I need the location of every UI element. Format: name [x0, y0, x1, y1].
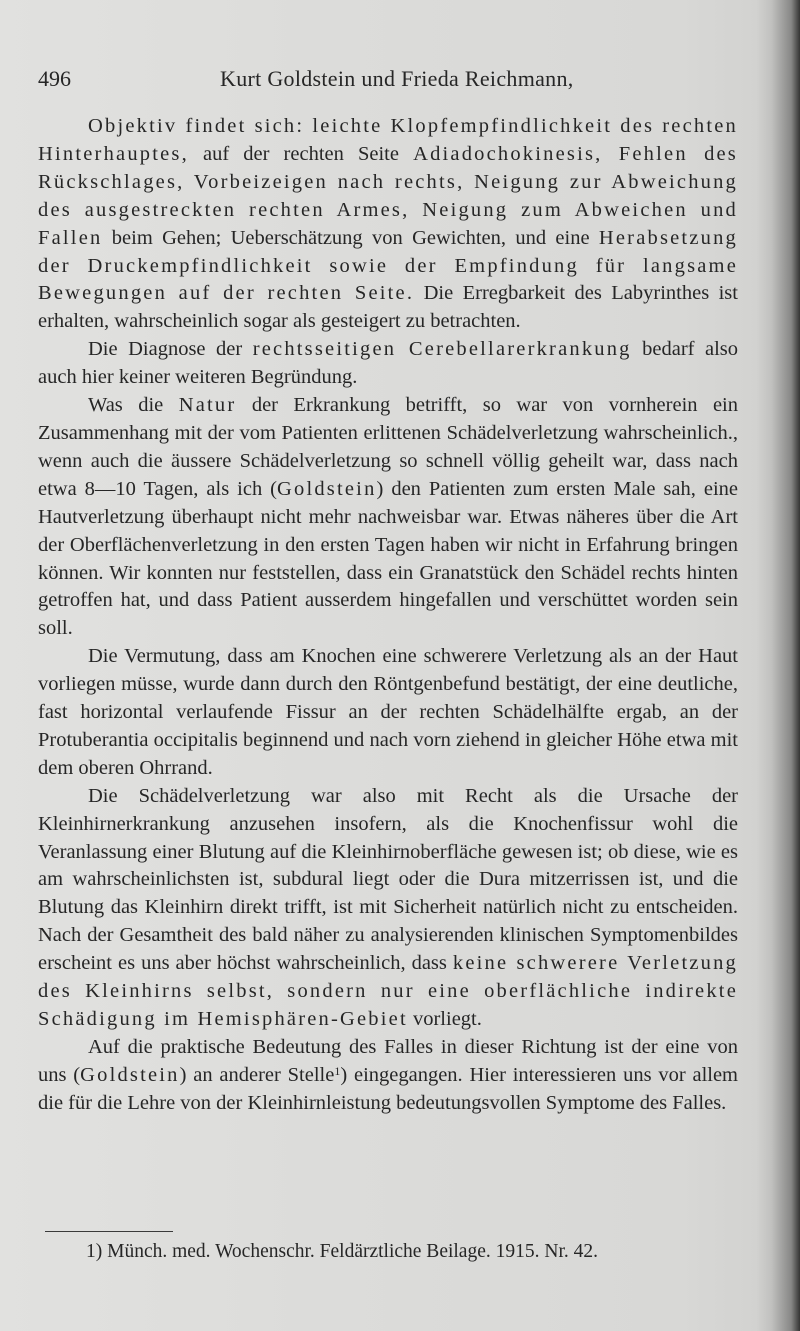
- text-run: auf der rechten Seite: [188, 142, 414, 165]
- text-run: Die Vermutung, dass am Knochen eine schwerere Verletzung als an der Haut vorliegen müsse, wurde dann durch den Röntgenbefund bestätigt, der eine deutliche, fast horizontal verlaufende Fissur an der rechten Schädelhälfte ergab, an der Protuberantia occipitalis beginnend und nach vorn ziehend in gleicher Höhe etwa mit dem oberen Ohrrand.: [38, 645, 738, 779]
- footnote-divider: [45, 1231, 173, 1232]
- spaced-text: Natur: [178, 394, 237, 417]
- text-run: und eine: [506, 226, 599, 249]
- paragraph-4: [38, 643, 738, 783]
- spaced-text: Herabsetzung der Druckempfindlichkeit sowie der Empfindung für langsame Bewegungen auf der rechten Seite.: [38, 226, 738, 305]
- text-run: Die Schädelverletzung war also mit Recht als die Ursache der Kleinhirnerkrankung anzusehen insofern, als die Knochenfissur wohl die Veranlassung einer Blutung auf die Kleinhirnoberfläche gewesen ist; ob diese, wie es am wahrscheinlichsten ist, subdural liegt oder die Dura mitzerrissen ist, und die Blutung das Kleinhirn direkt trifft, ist mit Sicherheit natürlich nicht zu entscheiden. Nach der Gesamtheit des bald näher zu analysierenden klinischen Symptomenbildes erscheint es uns aber höchst wahrscheinlich, dass: [38, 784, 738, 975]
- paragraph-5: [38, 783, 738, 1034]
- footnote-reference[interactable]: 1: [334, 1063, 341, 1078]
- text-run: Die Diagnose der: [88, 338, 253, 361]
- text-run: beim Gehen;: [102, 226, 231, 249]
- author-name: Goldstein: [80, 1063, 180, 1086]
- text-run: der Erkrankung betrifft, so war von vornherein ein Zusammenhang mit der vom Patienten erlittenen Schädelverletzung wahrscheinlich., wenn auch die äussere Schädelverletzung so schnell völlig geheilt war, dass nach etwa 8—10 Tagen, als ich (: [38, 394, 738, 500]
- text-run: Auf die praktische Bedeutung des Falles in dieser Richtung ist der eine von uns (: [38, 1035, 738, 1086]
- spaced-text: Objektiv findet sich: leichte Klopfempfindlichkeit des rechten Hinterhauptes,: [38, 115, 738, 165]
- page-header: [38, 62, 738, 96]
- author-name: Goldstein: [277, 477, 377, 500]
- text-run: Was die: [88, 394, 179, 417]
- text-run: ) eingegangen. Hier interessieren uns vor allem die für die Lehre von der Kleinhirnleistung bedeutungsvollen Symptome des Falles.: [38, 1063, 739, 1114]
- text-run: Ueberschätzung von Gewichten,: [230, 226, 506, 249]
- paragraph-1: [38, 113, 738, 336]
- paragraph-3: [38, 392, 738, 643]
- paragraph-2: [38, 336, 738, 392]
- spaced-text: keine schwerere Verletzung des Kleinhirns selbst, sondern nur eine oberflächliche indirekte Schädigung im Hemisphären-Gebiet: [38, 952, 738, 1030]
- running-head: Kurt Goldstein und Frieda Reichmann,: [220, 66, 574, 91]
- text-run: ) den Patienten zum ersten Male sah, eine Hautverletzung überhaupt nicht mehr nachweisbar war. Etwas näheres über die Art der Oberflächenverletzung in den ersten Tagen haben wir nicht in Erfahrung bringen können. Wir konnten nur feststellen, dass ein Granatstück den Schädel rechts hinten getroffen hat, und dass Patient ausserdem hingefallen und verschüttet worden sein soll.: [38, 477, 738, 640]
- body-text: [38, 113, 738, 1118]
- text-run: bedarf also auch hier keiner weiteren Begründung.: [38, 338, 738, 389]
- text-run: Die Erregbarkeit des Labyrinthes ist erhalten, wahrscheinlich sogar als gesteigert zu betrachten.: [38, 282, 738, 333]
- page-edge-shadow: [756, 0, 800, 1331]
- spaced-text: Adiadochokinesis, Fehlen des Rückschlages, Vorbeizeigen nach rechts, Neigung zur Abweichung des ausgestreckten rechten Armes, Neigung zum Abweichen und Fallen: [38, 142, 738, 249]
- footnote: 1) Münch. med. Wochenschr. Feldärztliche Beilage. 1915. Nr. 42.: [86, 1241, 598, 1262]
- text-run: vorliegt.: [407, 1008, 482, 1030]
- paragraph-6: [38, 1034, 738, 1118]
- spaced-text: rechtsseitigen Cerebellarerkrankung: [252, 338, 632, 361]
- page-number: 496: [38, 66, 71, 91]
- text-run: ) an anderer Stelle: [179, 1063, 335, 1086]
